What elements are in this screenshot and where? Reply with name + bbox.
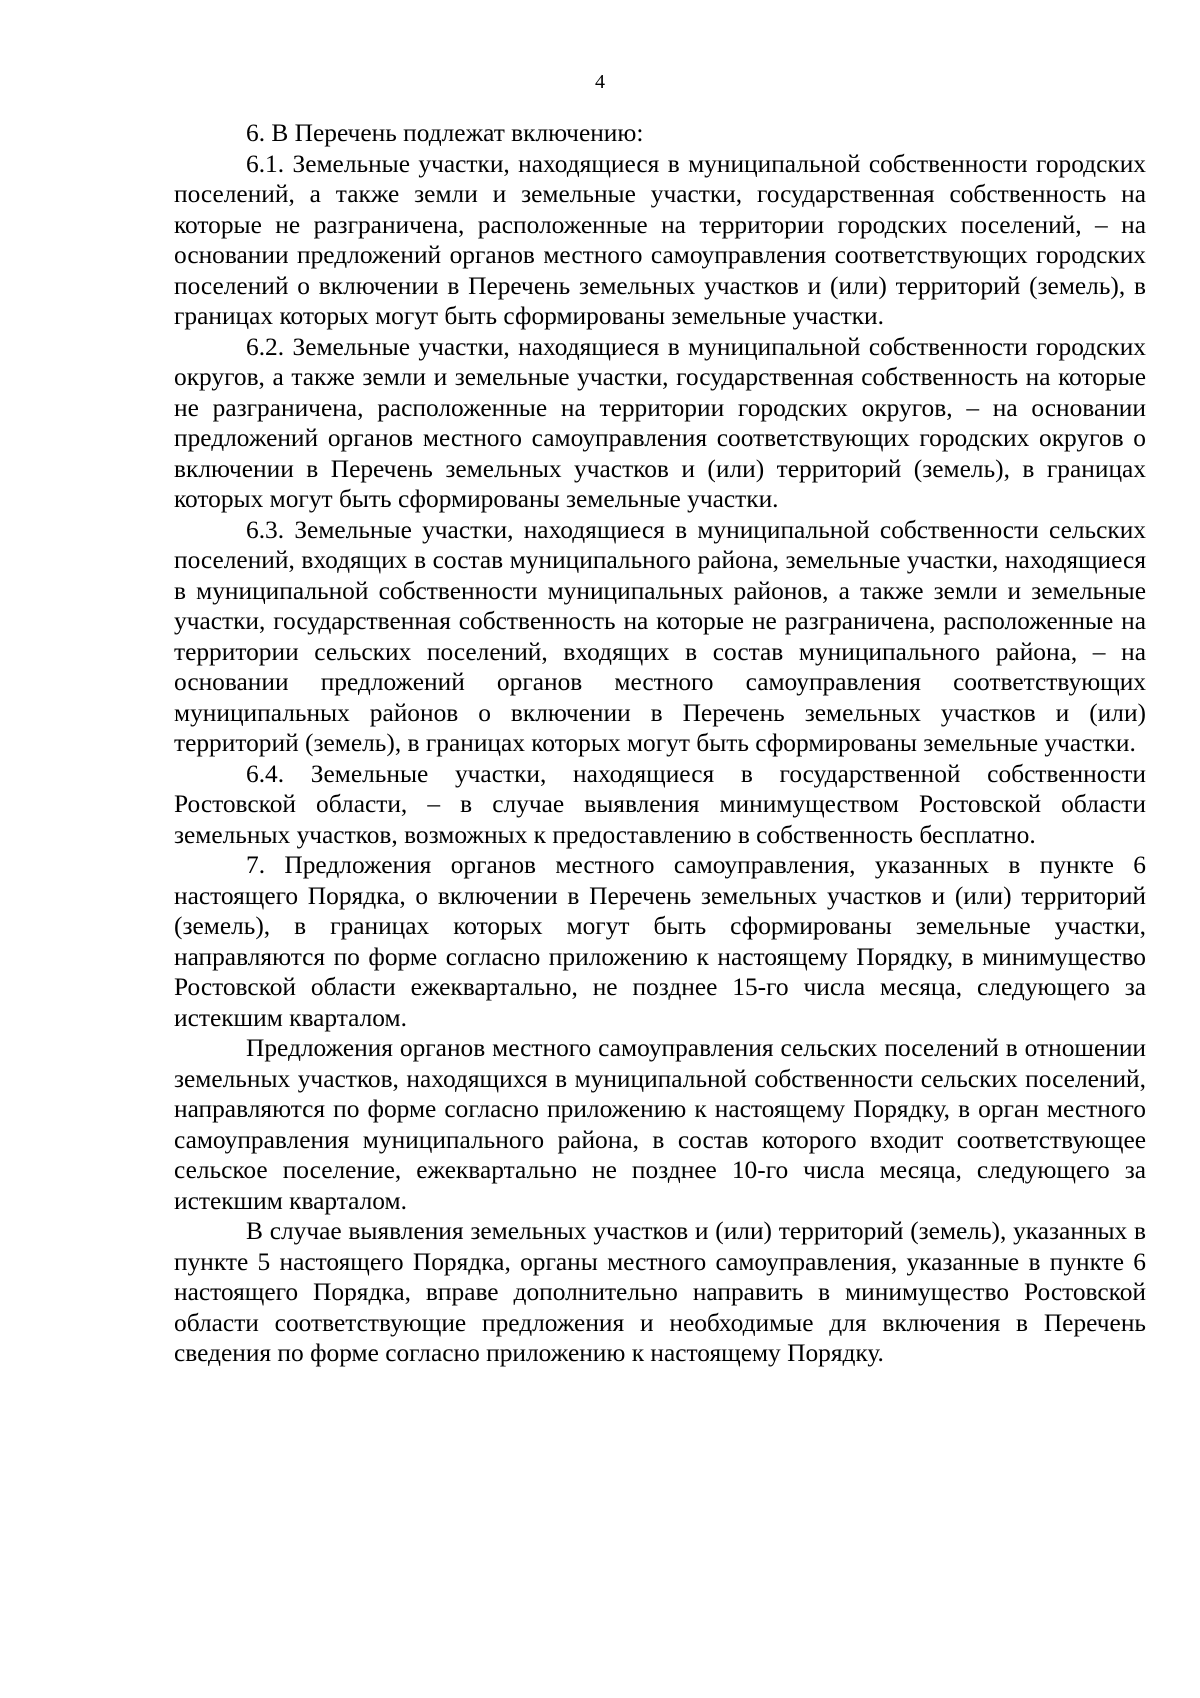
paragraph-7-additional: В случае выявления земельных участков и (или) территорий (земель), указанных в пункте 5 настоящего Порядка, органы местного самоуправления, указанные в пункте 6 настоящего Порядка, вправе дополнительно направить в минимущество Ростовской области соответствующие предложения и необходимые для включения в Перечень сведения по форме согласно приложению к настоящему Порядку. — [174, 1217, 1146, 1367]
document-body — [174, 118, 1146, 1369]
page-number: 4 — [595, 71, 605, 93]
paragraph-7: 7. Предложения органов местного самоуправления, указанных в пункте 6 настоящего Порядка, о включении в Перечень земельных участков и (или) территорий (земель), в границах которых могут быть сформированы земельные участки, направляются по форме согласно приложению к настоящему Порядку, в минимущество Ростовской области ежеквартально, не позднее 15-го числа месяца, следующего за истекшим кварталом. — [174, 851, 1146, 1032]
paragraph-6-2: 6.2. Земельные участки, находящиеся в муниципальной собственности городских округов, а также земли и земельные участки, государственная собственность на которые не разграничена, расположенные на территории городских округов, – на основании предложений органов местного самоуправления соответствующих городских округов о включении в Перечень земельных участков и (или) территорий (земель), в границах которых могут быть сформированы земельные участки. — [174, 332, 1146, 513]
paragraph-6-4: 6.4. Земельные участки, находящиеся в государственной собственности Ростовской области, – в случае выявления минимуществом Ростовской области земельных участков, возможных к предоставлению в собственность бесплатно. — [174, 759, 1146, 849]
paragraph-6-1: 6.1. Земельные участки, находящиеся в муниципальной собственности городских поселений, а также земли и земельные участки, государственная собственность на которые не разграничена, расположенные на территории городских поселений, – на основании предложений органов местного самоуправления соответствующих городских поселений о включении в Перечень земельных участков и (или) территорий (земель), в границах которых могут быть сформированы земельные участки. — [174, 149, 1146, 330]
paragraph-6-3: 6.3. Земельные участки, находящиеся в муниципальной собственности сельских поселений, входящих в состав муниципального района, земельные участки, находящиеся в муниципальной собственности муниципальных районов, а также земли и земельные участки, государственная собственность на которые не разграничена, расположенные на территории сельских поселений, входящих в состав муниципального района, – на основании предложений органов местного самоуправления соответствующих муниципальных районов о включении в Перечень земельных участков и (или) территорий (земель), в границах которых могут быть сформированы земельные участки. — [174, 515, 1146, 757]
paragraph-6: 6. В Перечень подлежат включению: — [246, 119, 644, 147]
paragraph-7-rural: Предложения органов местного самоуправления сельских поселений в отношении земельных участков, находящихся в муниципальной собственности сельских поселений, направляются по форме согласно приложению к настоящему Порядку, в орган местного самоуправления муниципального района, в состав которого входит соответствующее сельское поселение, ежеквартально не позднее 10-го числа месяца, следующего за истекшим кварталом. — [174, 1034, 1146, 1215]
